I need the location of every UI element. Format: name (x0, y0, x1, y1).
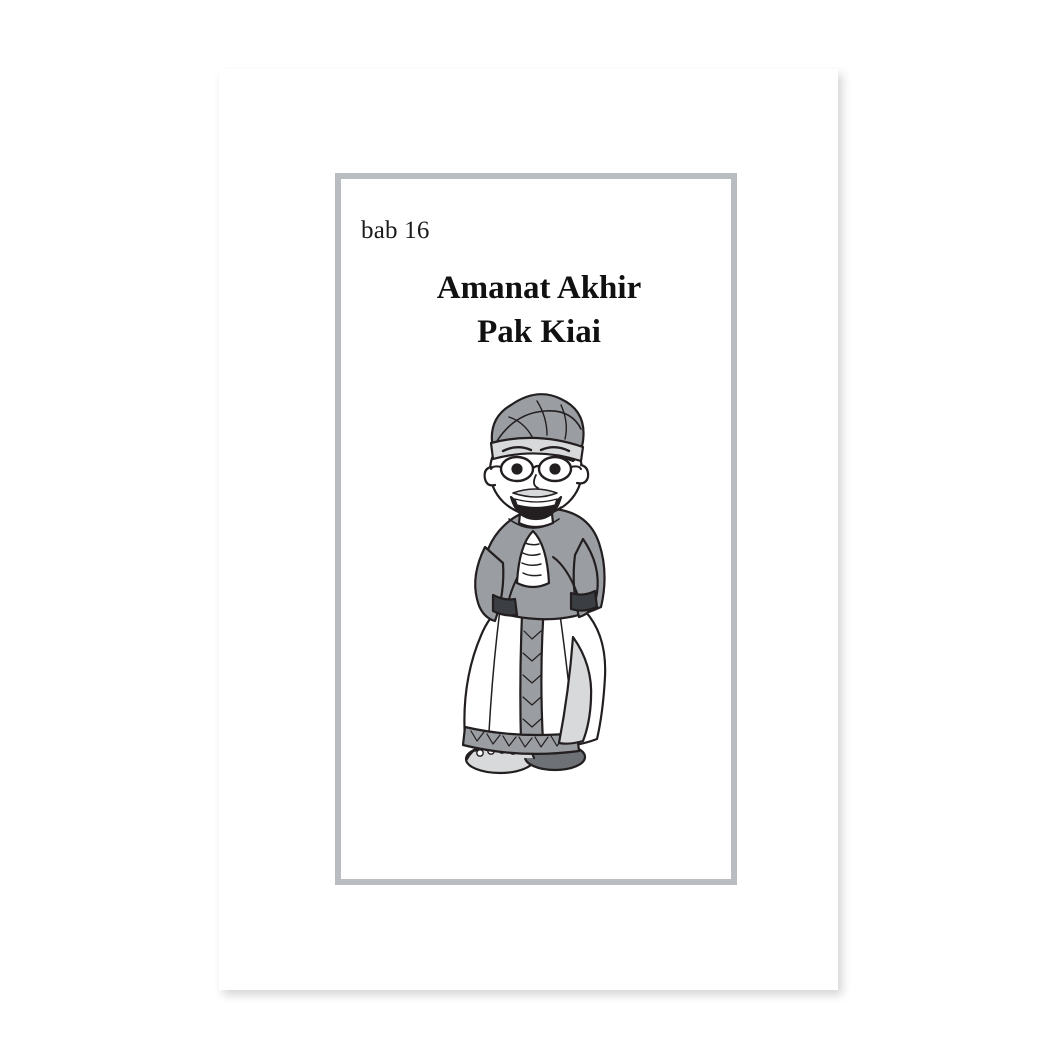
book-page (219, 69, 838, 990)
chapter-label: bab 16 (361, 217, 430, 244)
kneeling-man-greeting-illustration (405, 387, 665, 807)
page-title (359, 267, 719, 355)
chapter-title-line-2: Pak Kiai (477, 313, 601, 350)
chapter-title-line-1: Amanat Akhir (436, 270, 642, 306)
